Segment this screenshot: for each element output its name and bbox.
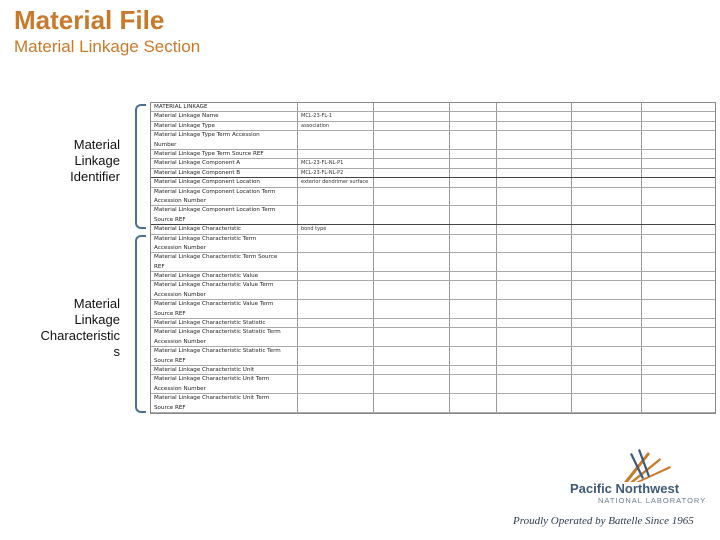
row-label: Material Linkage Type bbox=[154, 122, 215, 129]
table-row bbox=[151, 150, 715, 159]
table-row bbox=[151, 131, 715, 150]
characteristics-brace bbox=[135, 235, 146, 413]
row-label: Material Linkage Characteristic bbox=[154, 226, 241, 233]
row-value: MCL-23-FL-1 bbox=[301, 113, 333, 120]
table-row bbox=[151, 319, 715, 328]
identifier-side-label: Material Linkage Identifier bbox=[70, 137, 120, 184]
spreadsheet-table bbox=[150, 102, 716, 414]
row-label: Material Linkage Characteristic Value bbox=[154, 273, 259, 280]
table-row bbox=[151, 103, 715, 112]
row-label: Material Linkage Component B bbox=[154, 169, 241, 176]
row-value: bond type bbox=[301, 226, 327, 233]
row-label: Material Linkage Component Location Term Accession Number bbox=[154, 188, 276, 204]
row-value: association bbox=[301, 122, 330, 129]
table-row bbox=[151, 112, 715, 121]
table-row bbox=[151, 394, 715, 413]
table-row bbox=[151, 225, 715, 234]
org-subname: NATIONAL LABORATORY bbox=[598, 496, 707, 505]
page-subtitle: Material Linkage Section bbox=[14, 37, 201, 56]
row-label: Material Linkage Type Term Source REF bbox=[154, 150, 264, 157]
table-row bbox=[151, 159, 715, 168]
row-value: MCL-23-FL-NL-P2 bbox=[301, 169, 344, 176]
table-row bbox=[151, 375, 715, 394]
row-label: Material Linkage Characteristic Unit bbox=[154, 367, 255, 374]
table-row bbox=[151, 300, 715, 319]
row-label: Material Linkage Characteristic Unit Term Source REF bbox=[154, 395, 270, 411]
row-label: Material Linkage Type Term Accession Number bbox=[154, 132, 260, 148]
row-label: Material Linkage Characteristic Statistic Term Accession Number bbox=[154, 329, 281, 345]
table-row bbox=[151, 206, 715, 225]
row-label: Material Linkage Characteristic Value Term Accession Number bbox=[154, 282, 274, 298]
table-row bbox=[151, 281, 715, 300]
row-value: MCL-23-FL-NL-P1 bbox=[301, 160, 344, 167]
page-title: Material File bbox=[14, 5, 165, 35]
tagline: Proudly Operated by Battelle Since 1965 bbox=[513, 515, 694, 527]
row-label: Material Linkage Characteristic Statistic Term Source REF bbox=[154, 348, 281, 364]
row-label: Material Linkage Component Location bbox=[154, 179, 260, 186]
table-row bbox=[151, 328, 715, 347]
table-row bbox=[151, 235, 715, 254]
table-row bbox=[151, 366, 715, 375]
row-label: Material Linkage Characteristic Value Term Source REF bbox=[154, 301, 274, 317]
table-row bbox=[151, 188, 715, 207]
table-row bbox=[151, 347, 715, 366]
identifier-brace bbox=[135, 104, 146, 229]
row-label: Material Linkage Characteristic Term Source REF bbox=[154, 254, 278, 270]
table-row bbox=[151, 272, 715, 281]
row-label: Material Linkage Characteristic Statistic bbox=[154, 320, 266, 327]
row-label: Material Linkage Name bbox=[154, 113, 219, 120]
row-label: Material Linkage Component A bbox=[154, 160, 241, 167]
table-row bbox=[151, 122, 715, 131]
row-label: MATERIAL LINKAGE bbox=[154, 104, 208, 110]
table-row bbox=[151, 253, 715, 272]
row-label: Material Linkage Characteristic Term Accession Number bbox=[154, 235, 257, 251]
row-value: exterior dendrimer surface bbox=[301, 179, 369, 186]
row-label: Material Linkage Component Location Term Source REF bbox=[154, 207, 276, 223]
row-label: Material Linkage Characteristic Unit Term Accession Number bbox=[154, 376, 270, 392]
characteristics-side-label: Material Linkage Characteristic s bbox=[40, 296, 120, 359]
table-row bbox=[151, 169, 715, 178]
table-row bbox=[151, 178, 715, 187]
org-name: Pacific Northwest bbox=[570, 481, 680, 496]
